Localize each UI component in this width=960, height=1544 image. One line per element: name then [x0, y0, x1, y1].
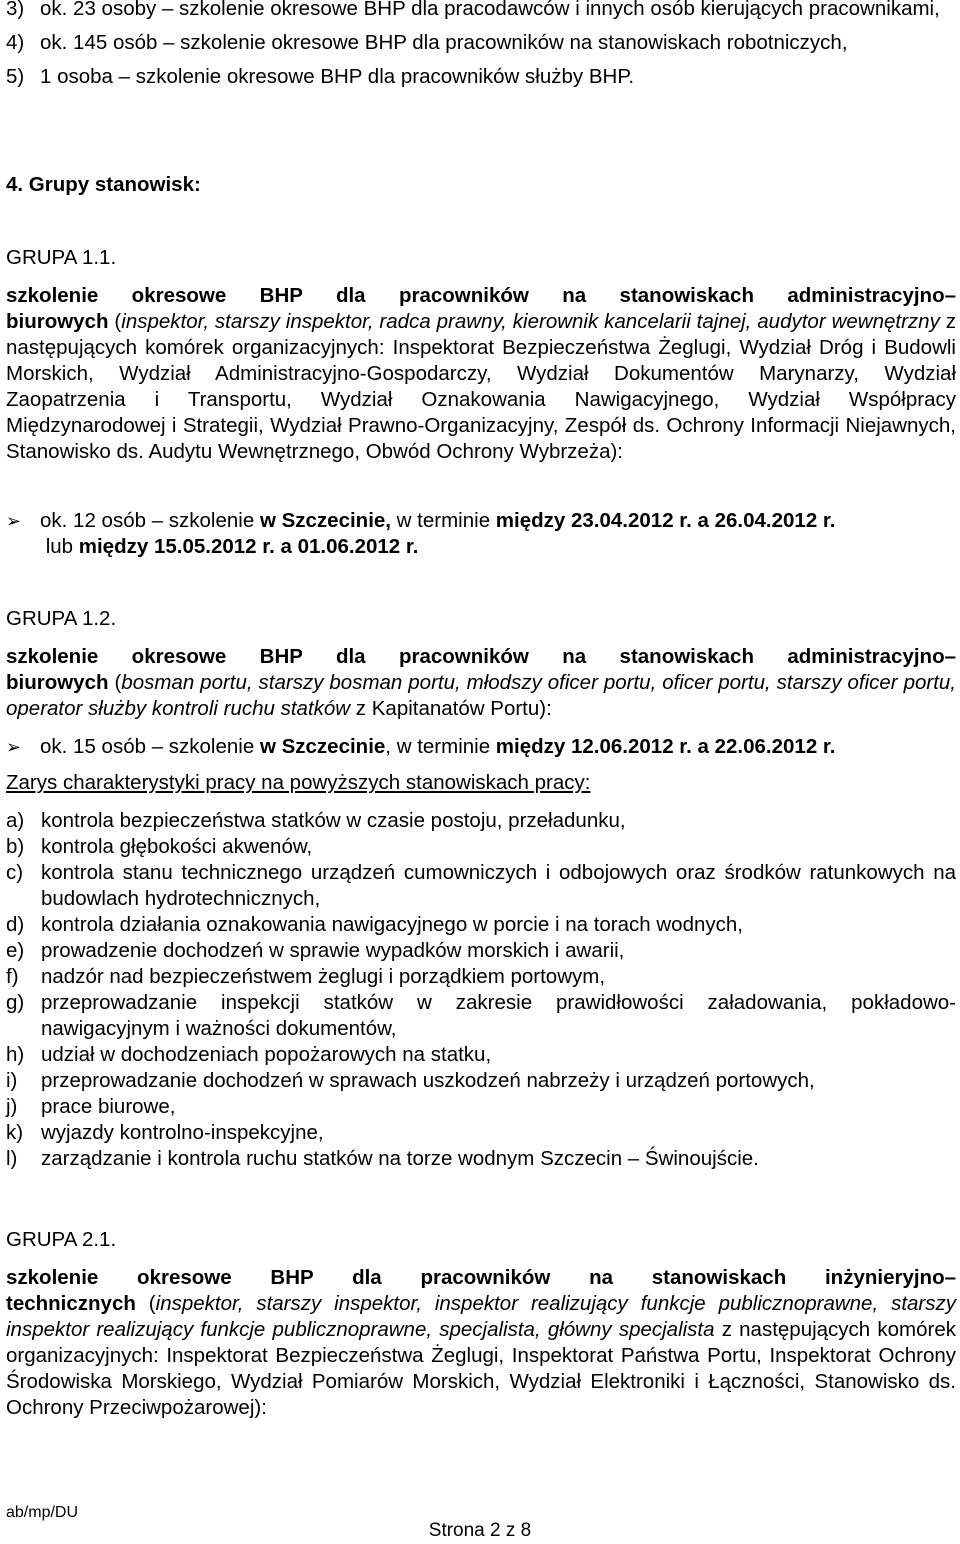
arrow-bullet-icon: ➢ — [6, 737, 22, 757]
schedule-text — [40, 508, 956, 560]
list-item-text: kontrola głębokości akwenów, — [41, 835, 313, 858]
list-item-text: prowadzenie dochodzeń w sprawie wypadków morskich i awarii, — [41, 939, 625, 962]
list-item-letter: f) — [6, 965, 19, 988]
list-item-letter: l) — [6, 1147, 18, 1170]
list-item — [6, 1068, 956, 1094]
list-item — [6, 1146, 956, 1172]
list-item-text: zarządzanie i kontrola ruchu statków na torze wodnym Szczecin – Świnoujście. — [41, 1147, 759, 1170]
group-title-continued: biurowych — [6, 671, 109, 694]
paren: ( — [135, 1292, 156, 1315]
group-label: GRUPA 1.2. — [6, 607, 117, 630]
list-item-letter: a) — [6, 809, 25, 832]
group-title: szkolenie okresowe BHP dla pracowników na stanowiskach administracyjno– — [6, 645, 956, 668]
paren: ( — [108, 671, 122, 694]
units-list: z Kapitanatów Portu): — [350, 697, 552, 720]
group-detail — [6, 670, 956, 722]
schedule-bullet — [6, 734, 956, 760]
location: w Szczecinie — [259, 735, 386, 758]
list-item-text: ok. 23 osoby – szkolenie okresowe BHP dla pracodawców i innych osób kierujących pracownikami, — [40, 0, 940, 20]
list-item-text: kontrola działania oznakowania nawigacyjnego w porcie i na torach wodnych, — [41, 913, 743, 936]
intro-list — [6, 0, 956, 90]
group-description — [6, 283, 956, 465]
date-range: między 15.05.2012 r. a 01.06.2012 r. — [78, 535, 419, 558]
list-item-text: przeprowadzanie inspekcji statków w zakresie prawidłowości załadowania, pokładowo- nawigacyjnym i ważności dokumentów, — [41, 991, 956, 1040]
group-title-continued: biurowych — [6, 310, 109, 333]
group-label: GRUPA 2.1. — [6, 1228, 117, 1251]
list-item — [6, 30, 956, 56]
list-item-letter: i) — [6, 1069, 18, 1092]
list-item — [6, 834, 956, 860]
list-item-text: prace biurowe, — [41, 1095, 176, 1118]
list-item-letter: c) — [6, 861, 24, 884]
list-item — [6, 938, 956, 964]
list-item — [6, 808, 956, 834]
paren: ( — [108, 310, 122, 333]
group-title-continued: technicznych — [6, 1292, 136, 1315]
list-item — [6, 860, 956, 912]
list-item — [6, 912, 956, 938]
list-item-text: udział w dochodzeniach popożarowych na statku, — [41, 1043, 492, 1066]
positions-list: bosman portu, starszy bosman portu, młodszy oficer portu, oficer portu, starszy oficer portu, operator służby kontroli ruchu statków — [6, 671, 956, 720]
date-range: między 23.04.2012 r. a 26.04.2012 r. — [495, 509, 836, 532]
list-item-number: 4) — [6, 31, 25, 54]
list-item-letter: d) — [6, 913, 25, 936]
list-item — [6, 1042, 956, 1068]
text-run: ok. 12 osób – szkolenie — [40, 509, 260, 532]
characteristics-heading: Zarys charakterystyki pracy na powyższych stanowiskach pracy: — [6, 771, 591, 794]
group-description — [6, 1265, 956, 1421]
list-item — [6, 0, 956, 22]
positions-list: inspektor, starszy inspektor, inspektor realizujący funkcje publicznoprawne, starszy inspektor realizujący funkcje publicznoprawne, specjalista, główny specjalista — [6, 1292, 956, 1341]
group-description — [6, 644, 956, 722]
list-item-letter: k) — [6, 1121, 24, 1144]
text-run: , w terminie — [385, 735, 496, 758]
list-item-text: wyjazdy kontrolno-inspekcyjne, — [41, 1121, 324, 1144]
text-run: lub — [40, 535, 79, 558]
units-list: z następujących komórek organizacyjnych: Inspektorat Bezpieczeństwa Żeglugi, Inspektorat Państwa Portu, Inspektorat Ochrony Środowiska Morskiego, Wydział Pomiarów Morskich, Wydział Elektroniki i Łączności, Stanowisko ds. Ochrony Przeciwpożarowej): — [6, 1318, 956, 1419]
group-detail — [6, 309, 956, 465]
list-item — [6, 990, 956, 1042]
list-item-letter: e) — [6, 939, 25, 962]
list-item-text: kontrola bezpieczeństwa statków w czasie postoju, przeładunku, — [41, 809, 626, 832]
list-item-text: przeprowadzanie dochodzeń w sprawach uszkodzeń nabrzeży i urządzeń portowych, — [41, 1069, 815, 1092]
group-detail — [6, 1291, 956, 1421]
list-item-number: 3) — [6, 0, 25, 20]
footer-initials: ab/mp/DU — [6, 1504, 79, 1521]
list-item — [6, 1120, 956, 1146]
list-item-text: 1 osoba – szkolenie okresowe BHP dla pracowników służby BHP. — [40, 65, 635, 88]
list-item-letter: j) — [6, 1095, 18, 1118]
page-number: Strona 2 z 8 — [428, 1520, 532, 1541]
list-item — [6, 64, 956, 90]
section-heading: 4. Grupy stanowisk: — [6, 173, 201, 196]
group-title: szkolenie okresowe BHP dla pracowników na stanowiskach inżynieryjno– — [6, 1266, 956, 1289]
date-range: między 12.06.2012 r. a 22.06.2012 r. — [495, 735, 836, 758]
schedule-bullet — [6, 508, 956, 560]
list-item-text: kontrola stanu technicznego urządzeń cumowniczych i odbojowych oraz środków ratunkowych na budowlach hydrotechnicznych, — [41, 861, 956, 910]
list-item-number: 5) — [6, 65, 25, 88]
text-run: ok. 15 osób – szkolenie — [40, 735, 260, 758]
list-item-letter: h) — [6, 1043, 25, 1066]
schedule-text — [40, 734, 956, 760]
text-run: w terminie — [390, 509, 496, 532]
location: w Szczecinie, — [259, 509, 391, 532]
arrow-bullet-icon: ➢ — [6, 511, 22, 531]
list-item — [6, 1094, 956, 1120]
list-item-text: ok. 145 osób – szkolenie okresowe BHP dla pracowników na stanowiskach robotniczych, — [40, 31, 848, 54]
units-list: z następujących komórek organizacyjnych: Inspektorat Bezpieczeństwa Żeglugi, Wydział Dróg i Budowli Morskich, Wydział Administracyjno-Gospodarczy, Wydział Dokumentów Marynarzy, Wydział Zaopatrzenia i Transportu, Wydział Oznakowania Nawigacyjnego, Wydział Współpracy Międzynarodowej i Strategii, Wydział Prawno-Organizacyjny, Zespół ds. Ochrony Informacji Niejawnych, Stanowisko ds. Audytu Wewnętrznego, Obwód Ochrony Wybrzeża): — [6, 310, 956, 463]
list-item — [6, 964, 956, 990]
list-item-text: nadzór nad bezpieczeństwem żeglugi i porządkiem portowym, — [41, 965, 606, 988]
list-item-letter: b) — [6, 835, 25, 858]
list-item-letter: g) — [6, 991, 25, 1014]
group-title: szkolenie okresowe BHP dla pracowników na stanowiskach administracyjno– — [6, 284, 956, 307]
positions-list: inspektor, starszy inspektor, radca prawny, kierownik kancelarii tajnej, audytor wewnętrzny — [121, 310, 940, 333]
characteristics-list — [6, 808, 956, 1172]
group-label: GRUPA 1.1. — [6, 246, 117, 269]
